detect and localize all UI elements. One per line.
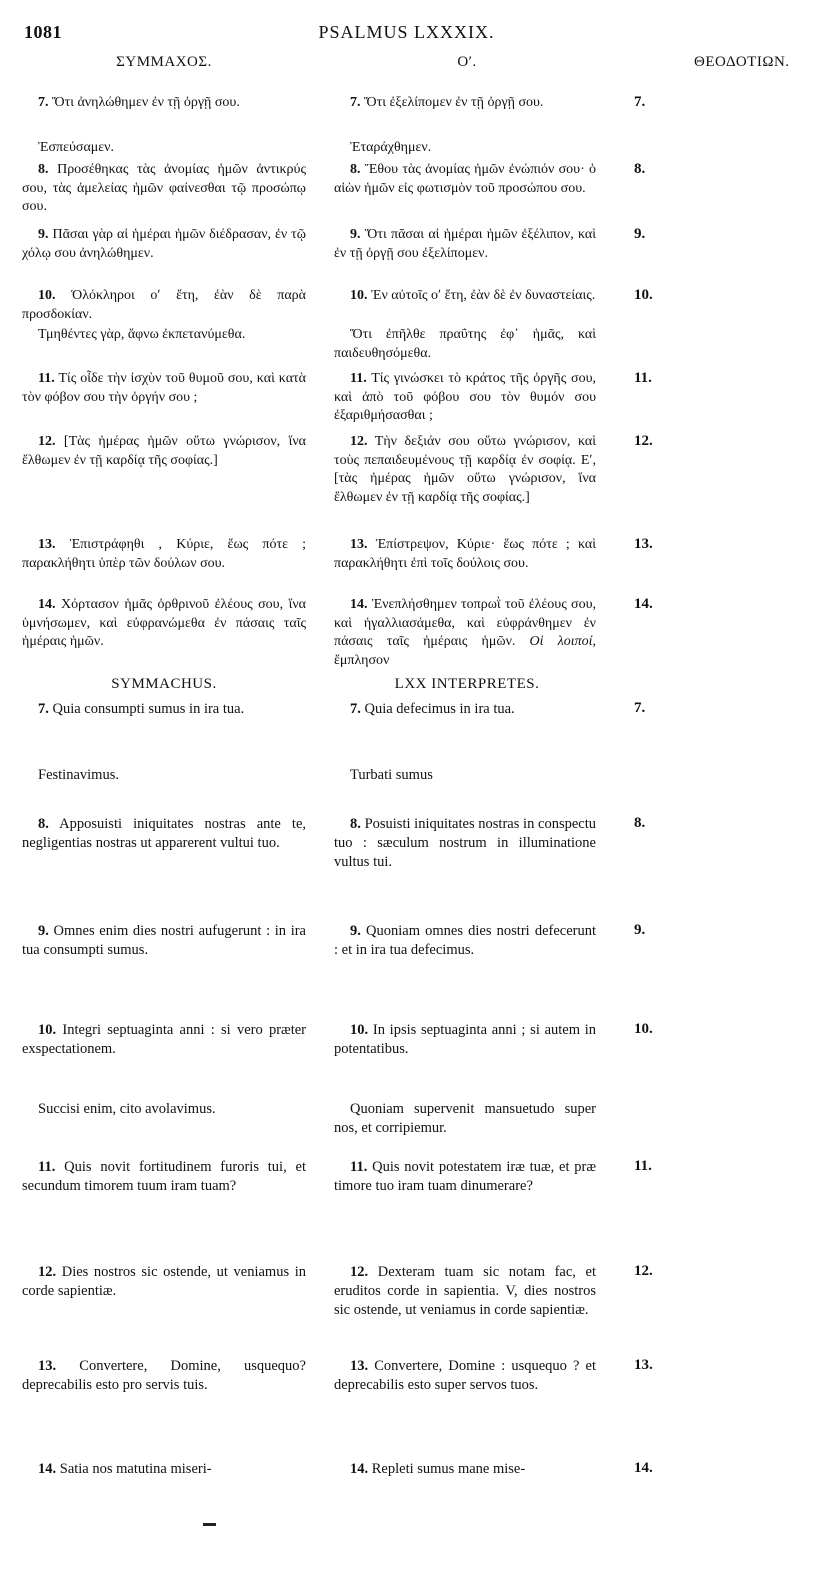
verse-block: 9. Quoniam omnes dies nostri defecerunt : et in ira tua defecimus. — [334, 923, 597, 958]
verse-block: 12. [Τὰς ἡμέρας ἡμῶν οὕτω γνώρισον, ἵνα ἔλθωμεν ἐν τῇ καρδίᾳ τῆς σοφίας.] — [22, 434, 306, 468]
running-title: PSALMUS LXXXIX. — [318, 22, 495, 42]
verse-block: 9. Omnes enim dies nostri aufugerunt : in ira tua consumpti sumus. — [22, 923, 306, 958]
verse-block: Ὅτι ἐπῆλθε πραΰτης ἐφ᾽ ἡμᾶς, καὶ παιδευθησόμεθα. — [334, 327, 596, 361]
heading-symmachus-greek: ΣΥΜΜΑΧΟΣ. — [116, 54, 212, 70]
verse-block: 11. Τίς γινώσκει τὸ κράτος τῆς ὀργῆς σου, καὶ ἀπὸ τοῦ φόβου σου τὸν θυμόν σου ἐξαριθμήσασθαι ; — [334, 371, 596, 423]
verse-block: 11. Quis novit fortitudinem furoris tui, et secundum timorem tuum iram tuam? — [22, 1159, 306, 1194]
theodotio-verse-number: 8. — [634, 815, 646, 831]
theodotion-verse-number: 8. — [634, 161, 646, 177]
theodotion-verse-number: 7. — [634, 94, 646, 110]
verse-block: Ἐσπεύσαμεν. — [38, 140, 114, 155]
verse-block: 12. Dexteram tuam sic notam fac, et eruditos corde in sapientia. V, dies nostros sic ostende, ut veniamus in corde sapientiæ. — [334, 1264, 596, 1318]
verse-block: 10. Ἐν αὐτοῖς οʹ ἔτη, ἐὰν δὲ ἐν δυναστείαις. — [350, 288, 596, 303]
verse-block: 14. Χόρτασον ἡμᾶς ὀρθρινοῦ ἐλέους σου, ἵνα ὑμνήσωμεν, καὶ εὐφρανώμεθα ἐν πάσαις ταῖς ἡμέραις ἡμῶν. — [22, 597, 306, 649]
verse-block: 7. Ὅτι ἐξελίπομεν ἐν τῇ ὀργῇ σου. — [350, 95, 544, 110]
theodotion-verse-number: 14. — [634, 596, 653, 612]
verse-block: 13. Convertere, Domine, usquequo? deprecabilis esto pro servis tuis. — [22, 1358, 306, 1393]
theodotio-verse-number: 12. — [634, 1263, 653, 1279]
verse-block: 14. Repleti sumus mane mise- — [350, 1461, 526, 1477]
verse-block: Festinavimus. — [38, 767, 119, 783]
verse-block: 10. In ipsis septuaginta anni ; si autem in potentatibus. — [334, 1022, 596, 1057]
theodotio-verse-number: 13. — [634, 1357, 653, 1373]
heading-lxx-greek: Οʹ. — [457, 54, 477, 70]
verse-block: 8. Προσέθηκας τὰς ἀνομίας ἡμῶν ἀντικρύς σου, τὰς ἀμελείας ἡμῶν φαίνεσθαι τῷ προσώπῳ σου. — [22, 162, 306, 214]
theodotio-verse-number: 11. — [634, 1158, 652, 1174]
verse-block: Succisi enim, cito avolavimus. — [38, 1101, 216, 1117]
verse-block: 14. Ἐνεπλήσθημεν τοπρωῒ τοῦ ἐλέους σου, καὶ ἠγαλλιασάμεθα, καὶ εὐφράνθημεν ἐν πάσαις ταῖς ἡμέραις ἡμῶν. Οἱ λοιποί, ἔμπλησον — [334, 597, 597, 668]
verse-block: 7. Quia consumpti sumus in ira tua. — [38, 701, 245, 717]
verse-block: 14. Satia nos matutina miseri- — [38, 1461, 212, 1477]
verse-block: 13. Ἐπιστράφηθι , Κύριε, ἕως πότε ; παρακλήθητι ὑπὲρ τῶν δούλων σου. — [22, 537, 307, 571]
theodotio-verse-number: 9. — [634, 922, 646, 938]
verse-block: 8. Ἔθου τὰς ἀνομίας ἡμῶν ἐνώπιόν σου· ὁ αἰὼν ἡμῶν εἰς φωτισμὸν τοῦ προσώπου σου. — [334, 162, 596, 196]
verse-block: Quoniam supervenit mansuetudo super nos, et corripiemur. — [334, 1101, 596, 1136]
verse-block: Τμηθέντες γὰρ, ἄφνω ἐκπετανύμεθα. — [38, 327, 246, 342]
verse-block: 12. Τὴν δεξιάν σου οὕτω γνώρισον, καὶ τοὺς πεπαιδευμένους τῇ καρδίᾳ ἐν σοφίᾳ. Εʹ, [τὰς ἡμέρας ἡμῶν οὕτω γνώρισον, ἵνα ἔλθωμεν ἐν τῇ καρδίᾳ τῆς σοφίας.] — [334, 434, 597, 505]
verse-block: 9. Ὅτι πᾶσαι αἱ ἡμέραι ἡμῶν ἐξέλιπον, καὶ ἐν τῇ ὀργῇ σου ἐξελίπομεν. — [334, 227, 597, 261]
heading-lxx-latin: LXX INTERPRETES. — [394, 676, 540, 692]
verse-block: 12. Dies nostros sic ostende, ut veniamus in corde sapientiæ. — [22, 1264, 306, 1299]
verse-block: 11. Τίς οἶδε τὴν ἰσχὺν τοῦ θυμοῦ σου, καὶ κατὰ τὸν φόβον σου τὴν ὀργήν σου ; — [22, 371, 307, 405]
verse-block: 13. Convertere, Domine : usquequo ? et deprecabilis esto super servos tuos. — [334, 1358, 597, 1393]
theodotio-verse-number: 10. — [634, 1021, 653, 1037]
verse-block: 8. Apposuisti iniquitates nostras ante te, negligentias nostras ut apparerent vultui tuo. — [22, 816, 306, 851]
verse-block: 7. Quia defecimus in ira tua. — [350, 701, 515, 717]
verse-block: 9. Πᾶσαι γὰρ αἱ ἡμέραι ἡμῶν διέδρασαν, ἐν τῷ χόλῳ σου ἀνηλώθημεν. — [22, 227, 306, 261]
footer-dash — [203, 1523, 216, 1526]
verse-block: 11. Quis novit potestatem iræ tuæ, et præ timore tuo iram tuam dinumerare? — [334, 1159, 596, 1194]
theodotion-verse-number: 9. — [634, 226, 646, 242]
theodotion-verse-number: 13. — [634, 536, 653, 552]
page-number: 1081 — [24, 22, 62, 42]
verse-block: Turbati sumus — [350, 767, 433, 783]
verse-block: 7. Ὅτι ἀνηλώθημεν ἐν τῇ ὀργῇ σου. — [38, 95, 240, 110]
theodotio-verse-number: 7. — [634, 700, 646, 716]
verse-block: 8. Posuisti iniquitates nostras in conspectu tuo : sæculum nostrum in illuminatione vultus tui. — [334, 816, 596, 870]
verse-block: 13. Ἐπίστρεψον, Κύριε· ἕως πότε ; καὶ παρακλήθητι ἐπὶ τοῖς δούλοις σου. — [334, 537, 596, 571]
verse-block: 10. Ὁλόκληροι οʹ ἔτη, ἐὰν δὲ παρὰ προσδοκίαν. — [22, 288, 306, 322]
verse-block: Ἐταράχθημεν. — [350, 140, 432, 155]
theodotion-verse-number: 12. — [634, 433, 653, 449]
theodotio-verse-number: 14. — [634, 1460, 653, 1476]
heading-symmachus-latin: SYMMACHUS. — [111, 676, 217, 692]
heading-theodotion-greek: ΘΕΟΔΟΤΙΩΝ. — [694, 54, 790, 70]
verse-block: 10. Integri septuaginta anni : si vero præter exspectationem. — [22, 1022, 306, 1057]
theodotion-verse-number: 11. — [634, 370, 652, 386]
theodotion-verse-number: 10. — [634, 287, 653, 303]
